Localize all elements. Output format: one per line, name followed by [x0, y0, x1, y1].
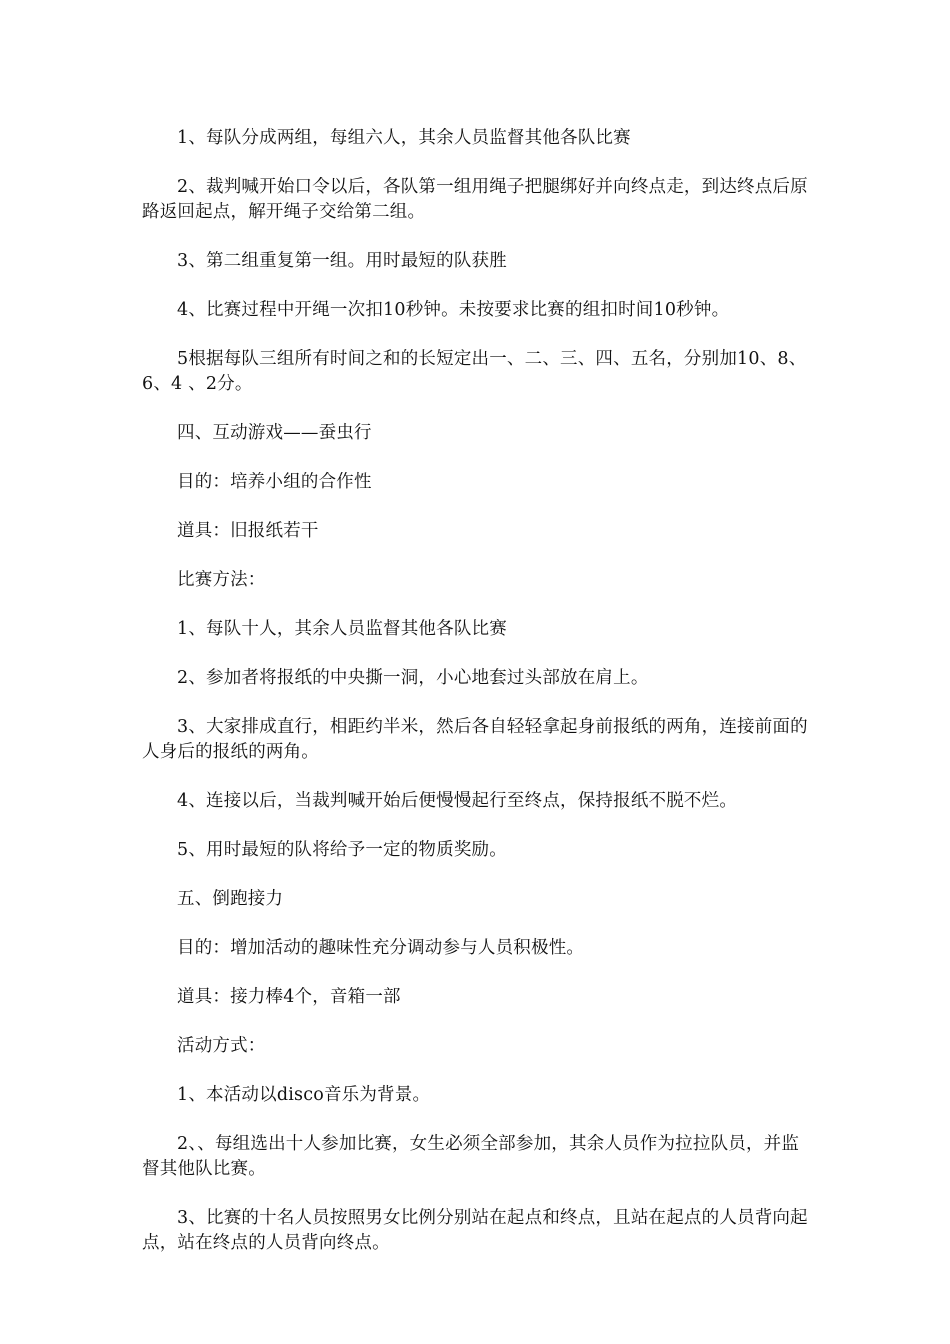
paragraph: 2、、每组选出十人参加比赛，女生必须全部参加，其余人员作为拉拉队员，并监督其他队比赛。 [142, 1134, 800, 1179]
paragraph: 1、每队十人，其余人员监督其他各队比赛 [177, 619, 507, 639]
paragraph: 4、比赛过程中开绳一次扣10秒钟。未按要求比赛的组扣时间10秒钟。 [177, 300, 730, 320]
paragraph: 2、裁判喊开始口令以后，各队第一组用绳子把腿绑好并向终点走，到达终点后原路返回起点，解开绳子交给第二组。 [142, 177, 808, 222]
paragraph: 比赛方法： [177, 570, 266, 590]
section-heading: 四、互动游戏——蚕虫行 [177, 423, 372, 443]
paragraph: 1、本活动以disco音乐为背景。 [177, 1085, 431, 1105]
paragraph: 5、用时最短的队将给予一定的物质奖励。 [177, 840, 507, 860]
paragraph: 5根据每队三组所有时间之和的长短定出一、二、三、四、五名，分别加10、8、6、4 、2分。 [142, 349, 807, 394]
paragraph: 3、第二组重复第一组。用时最短的队获胜 [177, 251, 507, 271]
paragraph: 目的：培养小组的合作性 [177, 472, 372, 492]
section-heading: 五、倒跑接力 [177, 889, 284, 909]
paragraph: 3、大家排成直行，相距约半米，然后各自轻轻拿起身前报纸的两角，连接前面的人身后的报纸的两角。 [142, 717, 808, 762]
paragraph: 1、每队分成两组，每组六人，其余人员监督其他各队比赛 [177, 128, 631, 148]
paragraph: 2、参加者将报纸的中央撕一洞，小心地套过头部放在肩上。 [177, 668, 649, 688]
paragraph: 4、连接以后，当裁判喊开始后便慢慢起行至终点，保持报纸不脱不烂。 [177, 791, 738, 811]
paragraph: 道具：旧报纸若干 [177, 521, 319, 541]
paragraph: 3、比赛的十名人员按照男女比例分别站在起点和终点，且站在起点的人员背向起点，站在终点的人员背向终点。 [142, 1208, 808, 1253]
paragraph: 道具：接力棒4个，音箱一部 [177, 987, 401, 1007]
paragraph: 目的：增加活动的趣味性充分调动参与人员积极性。 [177, 938, 585, 958]
paragraph: 活动方式： [177, 1036, 266, 1056]
